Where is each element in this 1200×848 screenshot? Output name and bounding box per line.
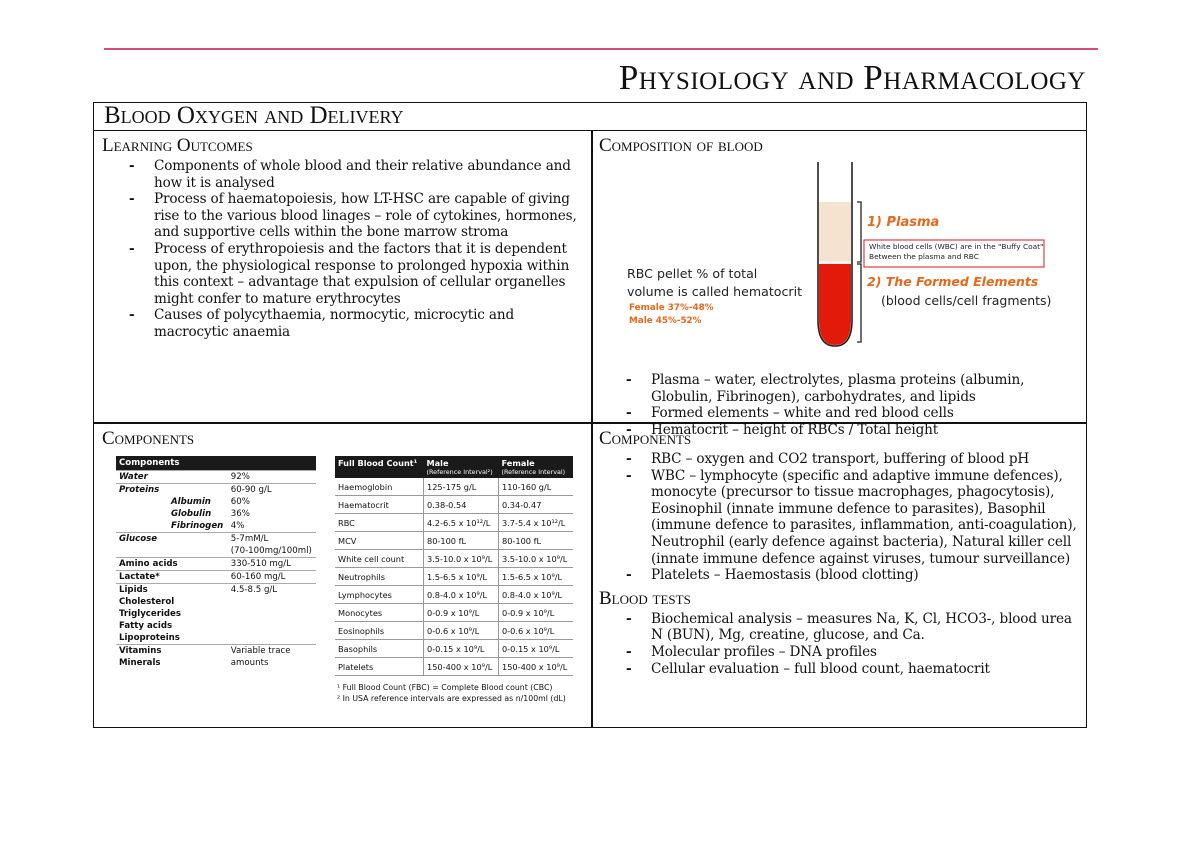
header-rule (104, 48, 1098, 50)
sheet-title: Blood Oxygen and Delivery (94, 103, 1086, 131)
male-range: Male 45%-52% (629, 316, 702, 326)
table-row: MCV 80-100 fL 80-100 fL (335, 532, 573, 550)
study-sheet (93, 102, 1087, 728)
learning-outcomes-list (102, 158, 583, 341)
red-cell-layer (819, 264, 851, 345)
table-cell: Fatty acids (119, 621, 173, 631)
table-cell (228, 620, 316, 632)
formed-bracket (857, 264, 861, 342)
table-cell: Vitamins (116, 645, 228, 658)
list-item: - Process of haematopoiesis, how LT-HSC are capable of giving rise to the various blood linages – role of cytokines, hormones, and supportive cells within the bone marrow stroma (154, 191, 583, 241)
table-cell: 4% (230, 521, 245, 531)
table-cell: 60-160 mg/L (228, 571, 316, 584)
table-row: Haematocrit 0.38-0.54 0.34-0.47 (335, 496, 573, 514)
table-cell: Lipoproteins (119, 633, 180, 643)
table-cell: Cholesterol (119, 597, 175, 607)
full-blood-count-table (335, 456, 573, 676)
table-cell (228, 632, 316, 645)
list-item: - RBC – oxygen and CO2 transport, buffering of blood pH (651, 451, 1080, 468)
table-cell: (70-100mg/100ml) (230, 546, 312, 556)
table-row: Platelets 150-400 x 10⁹/L 150-400 x 10⁹/L (335, 658, 573, 676)
table-cell: amounts (230, 658, 269, 668)
table-row: Monocytes 0-0.9 x 10⁹/L 0-0.9 x 10⁹/L (335, 604, 573, 622)
plasma-layer (819, 202, 851, 264)
table-cell: Minerals (119, 658, 161, 668)
formed-elements-sublabel: (blood cells/cell fragments) (881, 293, 1052, 308)
list-item: - Causes of polycythaemia, normocytic, microcytic and macrocytic anaemia (154, 307, 583, 340)
list-item: - Plasma – water, electrolytes, plasma proteins (albumin, Globulin, Fibrinogen), carbohydrates, and lipids (651, 372, 1080, 405)
components-heading: Components (102, 428, 195, 449)
table-footnotes (337, 682, 566, 704)
buffy-coat-layer (819, 261, 851, 264)
components-tables-cell (94, 424, 591, 727)
table-cell: 4.5-8.5 g/L (228, 584, 316, 597)
hematocrit-figure (599, 160, 1080, 370)
blood-components-table (116, 456, 316, 669)
list-item: - Molecular profiles – DNA profiles (651, 644, 1080, 661)
list-item: - Hematocrit – height of RBCs / Total height (651, 422, 1080, 439)
table-cell: Glucose (116, 533, 228, 546)
document-title: Physiology and Pharmacology (618, 58, 1086, 97)
formed-elements-label: 2) The Formed Elements (867, 274, 1039, 289)
footnote: ¹ Full Blood Count (FBC) = Complete Blood count (CBC) (337, 683, 553, 692)
table-cell: Albumin (171, 497, 211, 507)
rbc-pellet-label: RBC pellet % of total (627, 266, 758, 281)
table-header: Female (Reference Interval) (499, 456, 574, 478)
table-cell: 60-90 g/L (228, 484, 316, 497)
table-cell: 330-510 mg/L (228, 558, 316, 571)
table-row: White cell count 3.5-10.0 x 10⁹/L 3.5-10.0 x 10⁹/L (335, 550, 573, 568)
table-cell: 60% (230, 497, 250, 507)
test-tube-illustration (599, 160, 1080, 370)
table-cell: 36% (230, 509, 250, 519)
list-item: - Cellular evaluation – full blood count, haematocrit (651, 661, 1080, 678)
table-cell: 5-7mM/L (228, 533, 316, 546)
table-row: RBC 4.2-6.5 x 10¹²/L 3.7-5.4 x 10¹²/L (335, 514, 573, 532)
table-row: Neutrophils 1.5-6.5 x 10⁹/L 1.5-6.5 x 10⁹/L (335, 568, 573, 586)
table-header: Male (Reference Interval²) (424, 456, 499, 478)
table-cell: Variable trace (228, 645, 316, 658)
table-row: Eosinophils 0-0.6 x 10⁹/L 0-0.6 x 10⁹/L (335, 622, 573, 640)
blood-tests-list (599, 611, 1080, 677)
table-header: Full Blood Count¹ (335, 456, 424, 478)
wbc-note: White blood cells (WBC) are in the "Buffy Coat" Between the plasma and RBC (869, 242, 1044, 261)
table-cell (116, 545, 228, 558)
components-list (599, 451, 1080, 584)
female-range: Female 37%-48% (629, 303, 714, 313)
list-item: - Biochemical analysis – measures Na, K, Cl, HCO3-, blood urea N (BUN), Mg, creatine, glucose, and Ca. (651, 611, 1080, 644)
plasma-label: 1) Plasma (867, 215, 940, 230)
table-cell (228, 596, 316, 608)
table-header: Components (116, 456, 316, 471)
composition-cell (593, 131, 1086, 438)
table-cell: 92% (228, 471, 316, 484)
table-cell: Triglycerides (119, 609, 182, 619)
list-item: - Formed elements – white and red blood cells (651, 405, 1080, 422)
learning-outcomes-heading: Learning Outcomes (102, 135, 253, 156)
list-item: - Process of erythropoiesis and the factors that it is dependent upon, the physiological response to prolonged hypoxia within this context – advantage that expulsion of cellular organelles might confer to mature erythrocytes (154, 241, 583, 307)
list-item: - Platelets – Haemostasis (blood clotting) (651, 567, 1080, 584)
blood-tests-heading: Blood tests (599, 587, 691, 609)
table-cell: Fibrinogen (171, 521, 224, 531)
table-row: Lymphocytes 0.8-4.0 x 10⁹/L 0.8-4.0 x 10⁹/L (335, 586, 573, 604)
table-cell: Lactate* (116, 571, 228, 584)
components-list-cell (593, 424, 1086, 727)
components-heading: Components (599, 428, 692, 449)
table-cell: Amino acids (116, 558, 228, 571)
list-item: - Components of whole blood and their relative abundance and how it is analysed (154, 158, 583, 191)
table-cell: Water (116, 471, 228, 484)
hematocrit-label: volume is called hematocrit (627, 284, 803, 299)
table-cell: Globulin (171, 509, 212, 519)
list-item: - WBC – lymphocyte (specific and adaptive immune defences), monocyte (precursor to tissue macrophages, phagocytosis), Eosinophil (innate immune defence to parasites), Basophil (immune defence to parasites, inflammation, anti-coagulation), Neutrophil (early defence against bacteria), Natural killer cell (innate immune defence against viruses, tumour surveillance) (651, 468, 1080, 568)
table-row: Basophils 0-0.15 x 10⁹/L 0-0.15 x 10⁹/L (335, 640, 573, 658)
plasma-bracket (857, 202, 861, 262)
table-cell: Proteins (116, 484, 228, 497)
table-row: Haemoglobin 125-175 g/L 110-160 g/L (335, 478, 573, 496)
learning-outcomes-cell (94, 131, 591, 422)
table-cell: Lipids (116, 584, 228, 597)
footnote: ² In USA reference intervals are expressed as n/100ml (dL) (337, 694, 566, 703)
composition-heading: Composition of blood (599, 135, 763, 156)
table-cell (228, 608, 316, 620)
